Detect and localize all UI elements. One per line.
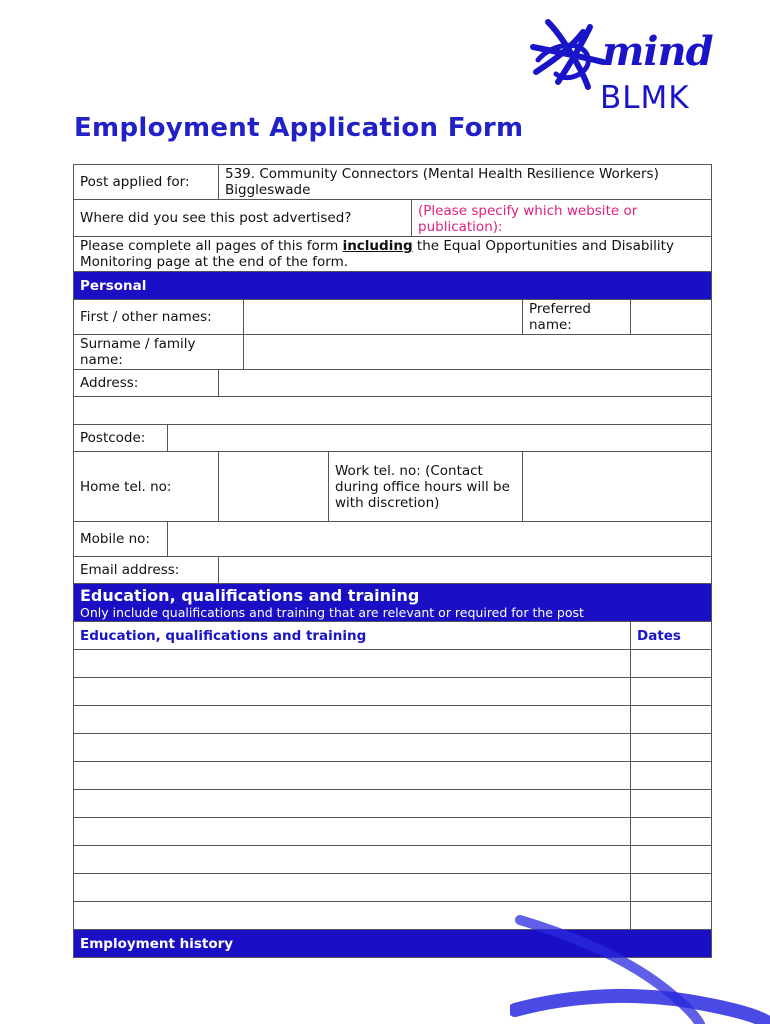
education-entry-field[interactable] (74, 846, 631, 874)
email-field[interactable] (219, 557, 712, 584)
mobile-label: Mobile no: (74, 522, 168, 557)
education-entry-row (74, 650, 712, 678)
education-entry-row (74, 846, 712, 874)
decorative-swoosh-graphic (510, 915, 770, 1024)
home-tel-label: Home tel. no: (74, 452, 219, 522)
surname-field[interactable] (244, 335, 712, 370)
education-entry-field[interactable] (74, 734, 631, 762)
advert-input[interactable] (412, 200, 712, 237)
application-form (73, 164, 712, 958)
email-row (74, 557, 712, 584)
notice-emphasis: including (342, 238, 413, 254)
completion-notice: Please complete all pages of this form including the Equal Opportunities and Disability Monitoring page at the end of the form. (74, 237, 712, 272)
education-entry-row (74, 818, 712, 846)
advert-row (74, 200, 712, 237)
education-entry-row (74, 790, 712, 818)
mobile-field[interactable] (168, 522, 712, 557)
education-entry-field[interactable] (74, 650, 631, 678)
education-heading: Education, qualifications and training (80, 585, 420, 605)
education-dates-field[interactable] (631, 790, 712, 818)
notice-row (74, 237, 712, 272)
education-entry-row (74, 678, 712, 706)
education-entry-field[interactable] (74, 678, 631, 706)
preferred-name-label: Preferred name: (523, 300, 631, 335)
personal-header-row (74, 272, 712, 300)
email-label: Email address: (74, 557, 219, 584)
education-entry-field[interactable] (74, 706, 631, 734)
mobile-row (74, 522, 712, 557)
address-label: Address: (74, 370, 219, 397)
post-value[interactable]: 539. Community Connectors (Mental Health Resilience Workers) Biggleswade (219, 165, 712, 200)
post-label: Post applied for: (74, 165, 219, 200)
education-header-row (74, 584, 712, 622)
address-row-2 (74, 397, 712, 425)
education-column-header-row (74, 622, 712, 650)
education-dates-field[interactable] (631, 650, 712, 678)
education-dates-field[interactable] (631, 762, 712, 790)
home-tel-field[interactable] (219, 452, 329, 522)
education-entry-row (74, 734, 712, 762)
education-dates-field[interactable] (631, 678, 712, 706)
first-names-field[interactable] (244, 300, 523, 335)
post-row (74, 165, 712, 200)
employment-heading: Employment history (74, 930, 712, 958)
education-dates-field[interactable] (631, 846, 712, 874)
advert-label: Where did you see this post advertised? (74, 200, 412, 237)
education-dates-field[interactable] (631, 874, 712, 902)
phone-row (74, 452, 712, 522)
education-entry-field[interactable] (74, 818, 631, 846)
education-entry-field[interactable] (74, 874, 631, 902)
address-field-2[interactable] (74, 397, 712, 425)
education-dates-field[interactable] (631, 734, 712, 762)
education-entry-row (74, 874, 712, 902)
address-field[interactable] (219, 370, 712, 397)
education-entry-field[interactable] (74, 762, 631, 790)
education-header (74, 584, 712, 622)
work-tel-label: Work tel. no: (Contact during office hours will be with discretion) (329, 452, 523, 522)
personal-heading: Personal (74, 272, 712, 300)
names-row (74, 300, 712, 335)
education-dates-field[interactable] (631, 818, 712, 846)
address-row (74, 370, 712, 397)
education-subheading: Only include qualifications and training that are relevant or required for the post (80, 604, 584, 620)
work-tel-field[interactable] (523, 452, 712, 522)
education-dates-field[interactable] (631, 706, 712, 734)
education-entry-row (74, 762, 712, 790)
education-column-header: Education, qualifications and training (74, 622, 631, 650)
education-entry-row (74, 706, 712, 734)
page-title: Employment Application Form (74, 113, 524, 143)
logo-subtitle: BLMK (600, 80, 690, 116)
surname-row (74, 335, 712, 370)
postcode-label: Postcode: (74, 425, 168, 452)
dates-column-header: Dates (631, 622, 712, 650)
postcode-row (74, 425, 712, 452)
preferred-name-field[interactable] (631, 300, 712, 335)
first-names-label: First / other names: (74, 300, 244, 335)
logo-wordmark: mind (602, 28, 713, 75)
advert-hint: (Please specify which website or publication): (418, 203, 638, 235)
education-entry-field[interactable] (74, 790, 631, 818)
surname-label: Surname / family name: (74, 335, 244, 370)
postcode-field[interactable] (168, 425, 712, 452)
